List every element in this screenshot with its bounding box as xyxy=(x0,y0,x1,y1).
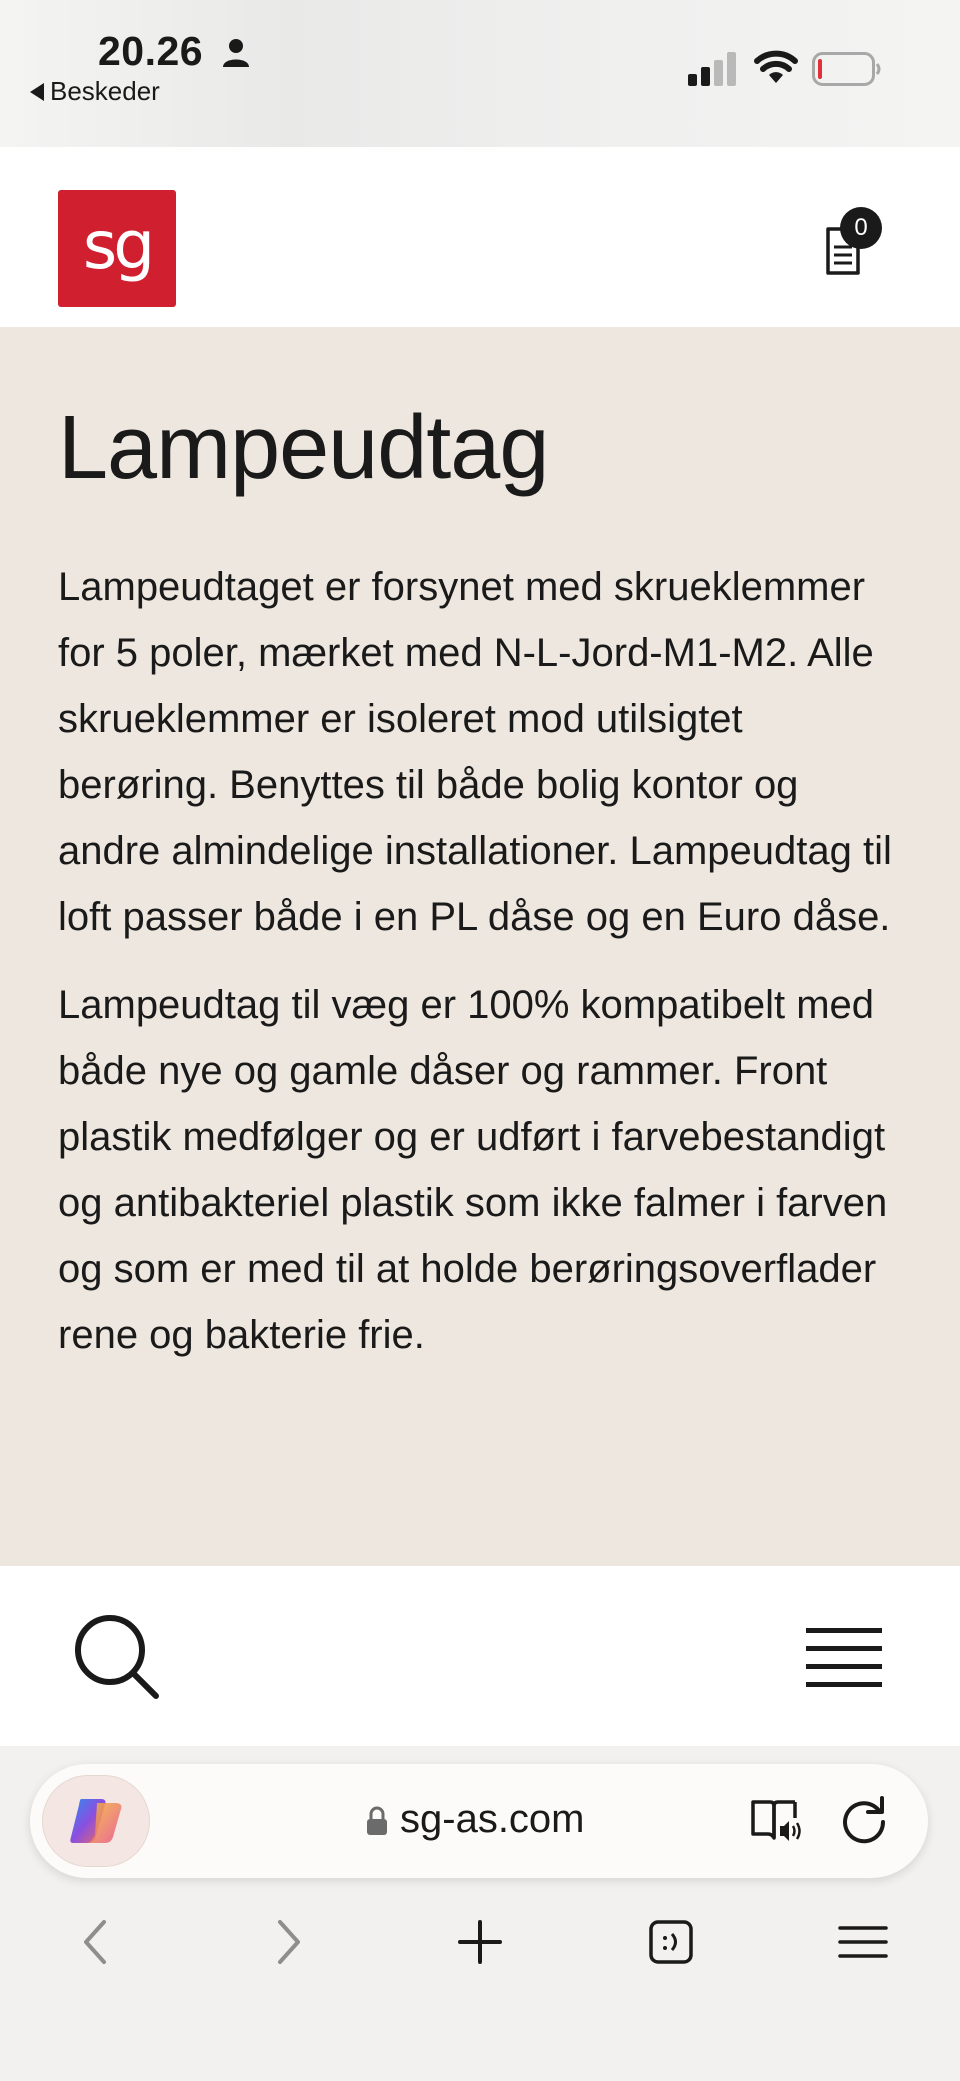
copilot-icon xyxy=(67,1795,125,1847)
hamburger-menu-icon[interactable] xyxy=(806,1626,882,1690)
site-nav xyxy=(0,1566,960,1746)
logo-text: sg xyxy=(82,207,152,284)
wifi-icon xyxy=(754,50,798,84)
site-header xyxy=(0,147,960,327)
address-bar[interactable] xyxy=(30,1764,928,1878)
description-body xyxy=(58,554,908,1390)
sg-logo[interactable] xyxy=(58,190,176,307)
person-icon xyxy=(222,38,250,68)
status-time: 20.26 xyxy=(98,28,204,74)
reader-listen-icon[interactable] xyxy=(750,1796,806,1844)
back-to-messages[interactable] xyxy=(30,76,160,107)
description-paragraph-2: Lampeudtag til væg er 100% kompatibelt med både nye og gamle dåser og rammer. Front plastik medfølger og er udført i farvebestandigt og antibakteriel plastik som ikke falmer i farven og som er med til at holde berøringsoverflader rene og bakterie frie. xyxy=(58,983,888,1357)
url-text: sg-as.com xyxy=(400,1797,585,1841)
forward-icon[interactable] xyxy=(272,1918,306,1966)
reload-icon[interactable] xyxy=(838,1794,890,1846)
search-icon[interactable] xyxy=(72,1612,162,1702)
browser-chrome xyxy=(0,1746,960,2081)
product-description xyxy=(0,327,960,1566)
signal-icon xyxy=(688,52,738,86)
back-triangle-icon xyxy=(30,83,44,101)
page-title: Lampeudtag xyxy=(58,398,549,498)
lock-icon xyxy=(366,1806,388,1836)
tabs-icon[interactable] xyxy=(648,1918,694,1966)
status-bar xyxy=(0,0,960,147)
back-icon[interactable] xyxy=(78,1918,112,1966)
battery-icon xyxy=(812,52,882,86)
copilot-button[interactable] xyxy=(42,1775,150,1867)
new-tab-icon[interactable] xyxy=(456,1918,504,1966)
description-paragraph-1: Lampeudtaget er forsynet med skrueklemmer for 5 poler, mærket med N-L-Jord-M1-M2. Alle skrueklemmer er isoleret mod utilsigtet berøring. Benyttes til både bolig kontor og andre almindelige installationer. Lampeudtag til loft passer både i en PL dåse og en Euro dåse. xyxy=(58,565,892,939)
back-label: Beskeder xyxy=(50,76,160,106)
menu-icon[interactable] xyxy=(838,1918,888,1966)
cart-count-badge: 0 xyxy=(840,207,882,249)
